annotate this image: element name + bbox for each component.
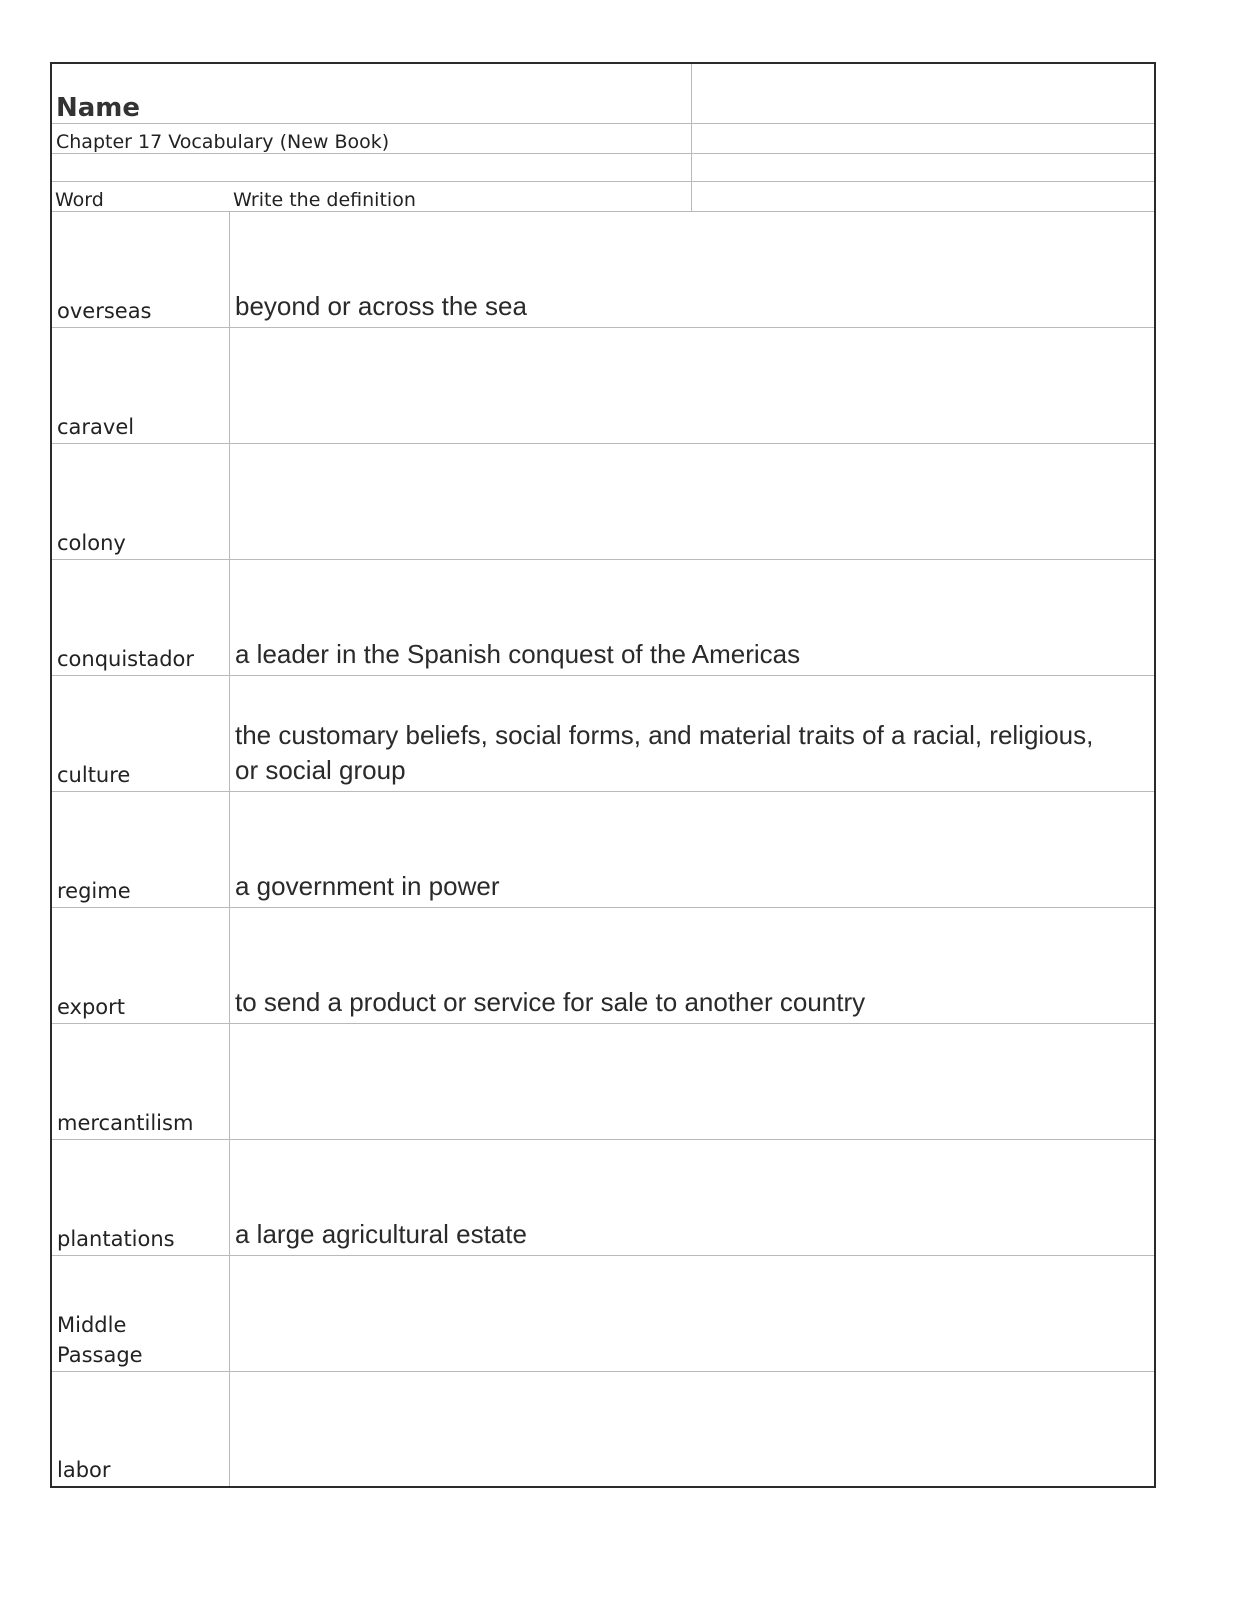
chapter-cell [52,124,692,153]
vocab-row [52,212,1154,328]
column-header-left [52,182,692,211]
word-cell [52,560,230,675]
vocab-word: mercantilism [57,1111,194,1135]
vocab-definition: a large agricultural estate [235,1219,527,1249]
chapter-row [52,124,1154,154]
definition-cell[interactable] [230,444,1154,559]
definition-cell[interactable] [230,212,1154,327]
definition-cell[interactable] [230,1140,1154,1255]
definition-cell[interactable] [230,1372,1154,1486]
vocab-word: plantations [57,1227,175,1251]
definition-cell[interactable] [230,560,1154,675]
vocab-word: regime [57,879,131,903]
vocab-row [52,792,1154,908]
definition-cell[interactable] [230,1256,1154,1371]
column-header-right [692,182,1154,211]
definition-cell[interactable] [230,908,1154,1023]
vocab-row [52,1256,1154,1372]
vocab-definition: to send a product or service for sale to another country [235,987,866,1017]
vocab-word: colony [57,531,126,555]
word-cell [52,328,230,443]
definition-cell[interactable] [230,792,1154,907]
vocab-word: caravel [57,415,135,439]
vocab-word: labor [57,1458,111,1482]
vocab-definition: beyond or across the sea [235,291,527,321]
vocabulary-worksheet [50,62,1156,1488]
vocab-word: culture [57,763,131,787]
chapter-blank-cell [692,124,1154,153]
vocab-row [52,676,1154,792]
vocab-word: export [57,995,126,1019]
vocab-word: Middle Passage [57,1313,143,1367]
name-cell [52,64,692,123]
word-cell [52,1024,230,1139]
word-cell [52,212,230,327]
definition-column-header: Write the definition [233,189,416,211]
name-label: Name [56,93,141,123]
vocab-definition: the customary beliefs, social forms, and material traits of a racial, religious, or social group [235,720,1094,785]
vocab-definition: a leader in the Spanish conquest of the Americas [235,639,801,669]
spacer-row [52,154,1154,182]
column-header-row [52,182,1154,212]
word-cell [52,792,230,907]
chapter-title: Chapter 17 Vocabulary (New Book) [56,131,390,153]
spacer-right-cell [692,154,1154,181]
name-row [52,64,1154,124]
definition-cell[interactable] [230,328,1154,443]
word-cell [52,1140,230,1255]
vocab-row [52,908,1154,1024]
vocab-row [52,328,1154,444]
vocab-row [52,1372,1154,1486]
vocab-row [52,560,1154,676]
word-cell [52,676,230,791]
word-cell [52,908,230,1023]
word-cell [52,1256,230,1371]
spacer-left-cell [52,154,692,181]
vocab-row [52,1140,1154,1256]
vocab-row [52,1024,1154,1140]
word-cell [52,444,230,559]
word-column-header: Word [55,189,104,211]
vocab-row [52,444,1154,560]
word-cell [52,1372,230,1486]
vocab-word: overseas [57,299,152,323]
definition-cell[interactable] [230,1024,1154,1139]
name-field[interactable] [692,64,1154,123]
vocab-word: conquistador [57,647,195,671]
vocab-definition: a government in power [235,871,500,901]
definition-cell[interactable] [230,676,1154,791]
